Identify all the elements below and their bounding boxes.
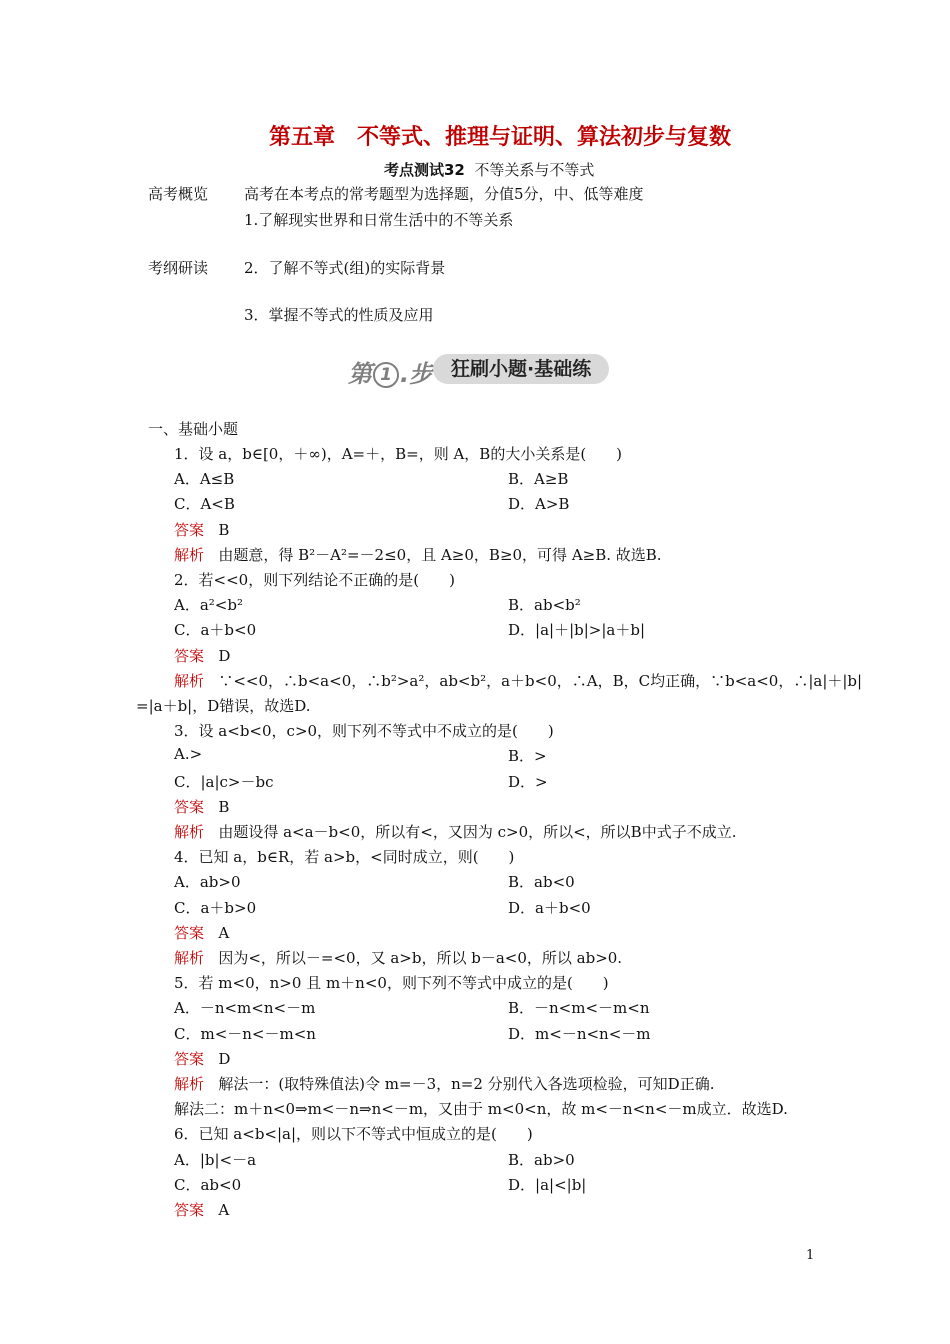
option-left: A．－n<m<n<－m <box>174 999 316 1017</box>
answer-tag: 解析 <box>174 672 205 690</box>
section-heading: 一、基础小题 <box>148 420 239 438</box>
option-right: D．> <box>508 773 548 791</box>
option-right: D．m<－n<n<－m <box>508 1025 651 1043</box>
explanation-line <box>174 947 622 968</box>
option-left: A．|b|<－a <box>174 1151 257 1169</box>
answer-text: D <box>218 647 231 665</box>
step-number-badge: 1 <box>373 362 399 388</box>
question-line: 2．若<<0，则下列结论不正确的是( ) <box>174 571 455 589</box>
answer-text: B <box>218 521 230 539</box>
answer-text: 由题设得 a<a－b<0，所以有<，又因为 c>0，所以<，所以B中式子不成立. <box>218 823 737 841</box>
answer-line <box>174 519 229 540</box>
option-left: C．A<B <box>174 495 235 513</box>
syllabus-item-2: 2．了解不等式(组)的实际背景 <box>244 259 446 277</box>
syllabus-label: 考纲研读 <box>148 259 209 277</box>
answer-tag: 答案 <box>174 798 205 816</box>
option-right: B．A≥B <box>508 470 569 488</box>
answer-text: A <box>218 1201 230 1219</box>
overview-text: 高考在本考点的常考题型为选择题，分值5分，中、低等难度 <box>244 185 644 203</box>
option-left: A．a²<b² <box>174 596 243 614</box>
option-right: B．ab<0 <box>508 873 575 891</box>
question-line: 1．设 a，b∈[0，＋∞)，A=＋，B=，则 A，B的大小关系是( ) <box>174 445 623 463</box>
answer-text: A <box>218 924 230 942</box>
option-left: C．|a|c>－bc <box>174 773 274 791</box>
option-right: D．|a|<|b| <box>508 1176 587 1194</box>
option-left: C．a＋b<0 <box>174 621 257 639</box>
explanation-line <box>174 821 736 842</box>
option-right: B．－n<m<－m<n <box>508 999 650 1017</box>
option-right: D．A>B <box>508 495 570 513</box>
question-line: 6．已知 a<b<|a|，则以下不等式中恒成立的是( ) <box>174 1125 533 1143</box>
step-label: 第 1 .步 <box>348 360 434 388</box>
chapter-title: 第五章 不等式、推理与证明、算法初步与复数 <box>268 125 731 150</box>
option-left: C．ab<0 <box>174 1176 242 1194</box>
continuation-line: =|a＋b|，D错误，故选D. <box>136 697 311 715</box>
option-right: B．ab<b² <box>508 596 581 614</box>
question-line: 4．已知 a，b∈R，若 a>b，<同时成立，则( ) <box>174 848 515 866</box>
answer-tag: 解析 <box>174 823 205 841</box>
test-topic: 不等关系与不等式 <box>474 161 595 179</box>
option-left: C．m<－n<－m<n <box>174 1025 316 1043</box>
option-right: D．a＋b<0 <box>508 899 591 917</box>
explanation-line <box>174 1073 714 1094</box>
answer-tag: 解析 <box>174 546 205 564</box>
answer-line <box>174 645 230 666</box>
answer-tag: 答案 <box>174 521 205 539</box>
syllabus-item-3: 3．掌握不等式的性质及应用 <box>244 306 434 324</box>
option-left: A.> <box>174 745 203 763</box>
page-number: 1 <box>806 1248 815 1263</box>
option-left: A．A≤B <box>174 470 235 488</box>
answer-text: ∵<<0，∴b<a<0，∴b²>a²，ab<b²，a＋b<0，∴A，B，C均正确，∵b<a<0，∴|a|＋|b| <box>218 672 863 690</box>
explanation-line <box>174 670 862 691</box>
explanation-line <box>174 544 662 565</box>
answer-line <box>174 1199 229 1220</box>
question-line: 3．设 a<b<0，c>0，则下列不等式中不成立的是( ) <box>174 722 554 740</box>
answer-tag: 答案 <box>174 1050 205 1068</box>
answer-line <box>174 922 229 943</box>
answer-text: 由题意，得 B²－A²=－2≤0，且 A≥0，B≥0，可得 A≥B. 故选B. <box>218 546 662 564</box>
answer-tag: 解析 <box>174 949 205 967</box>
answer-text: D <box>218 1050 231 1068</box>
option-left: A．ab>0 <box>174 873 241 891</box>
test-label: 考点测试32 <box>384 161 465 179</box>
answer-tag: 答案 <box>174 924 205 942</box>
option-right: B．ab>0 <box>508 1151 575 1169</box>
step-title: 狂刷小题·基础练 <box>433 354 609 384</box>
answer-line <box>174 796 229 817</box>
option-left: C．a＋b>0 <box>174 899 257 917</box>
test-subtitle <box>384 159 594 180</box>
answer-tag: 解析 <box>174 1075 205 1093</box>
overview-label: 高考概览 <box>148 185 209 203</box>
answer-text: 因为<，所以－=<0，又 a>b，所以 b－a<0，所以 ab>0. <box>218 949 623 967</box>
question-line: 5．若 m<0，n>0 且 m＋n<0，则下列不等式中成立的是( ) <box>174 974 609 992</box>
syllabus-item-1: 1.了解现实世界和日常生活中的不等关系 <box>244 211 514 229</box>
answer-text: B <box>218 798 230 816</box>
option-right: B．> <box>508 747 547 765</box>
answer-line <box>174 1048 230 1069</box>
step-banner <box>348 352 648 388</box>
answer-tag: 答案 <box>174 647 205 665</box>
question-line: 解法二：m＋n<0⇒m<－n⇒n<－m，又由于 m<0<n，故 m<－n<n<－m成立．故选D. <box>174 1100 788 1118</box>
answer-text: 解法一：(取特殊值法)令 m=－3，n=2 分别代入各选项检验，可知D正确. <box>218 1075 715 1093</box>
answer-tag: 答案 <box>174 1201 205 1219</box>
option-right: D．|a|＋|b|>|a＋b| <box>508 621 646 639</box>
